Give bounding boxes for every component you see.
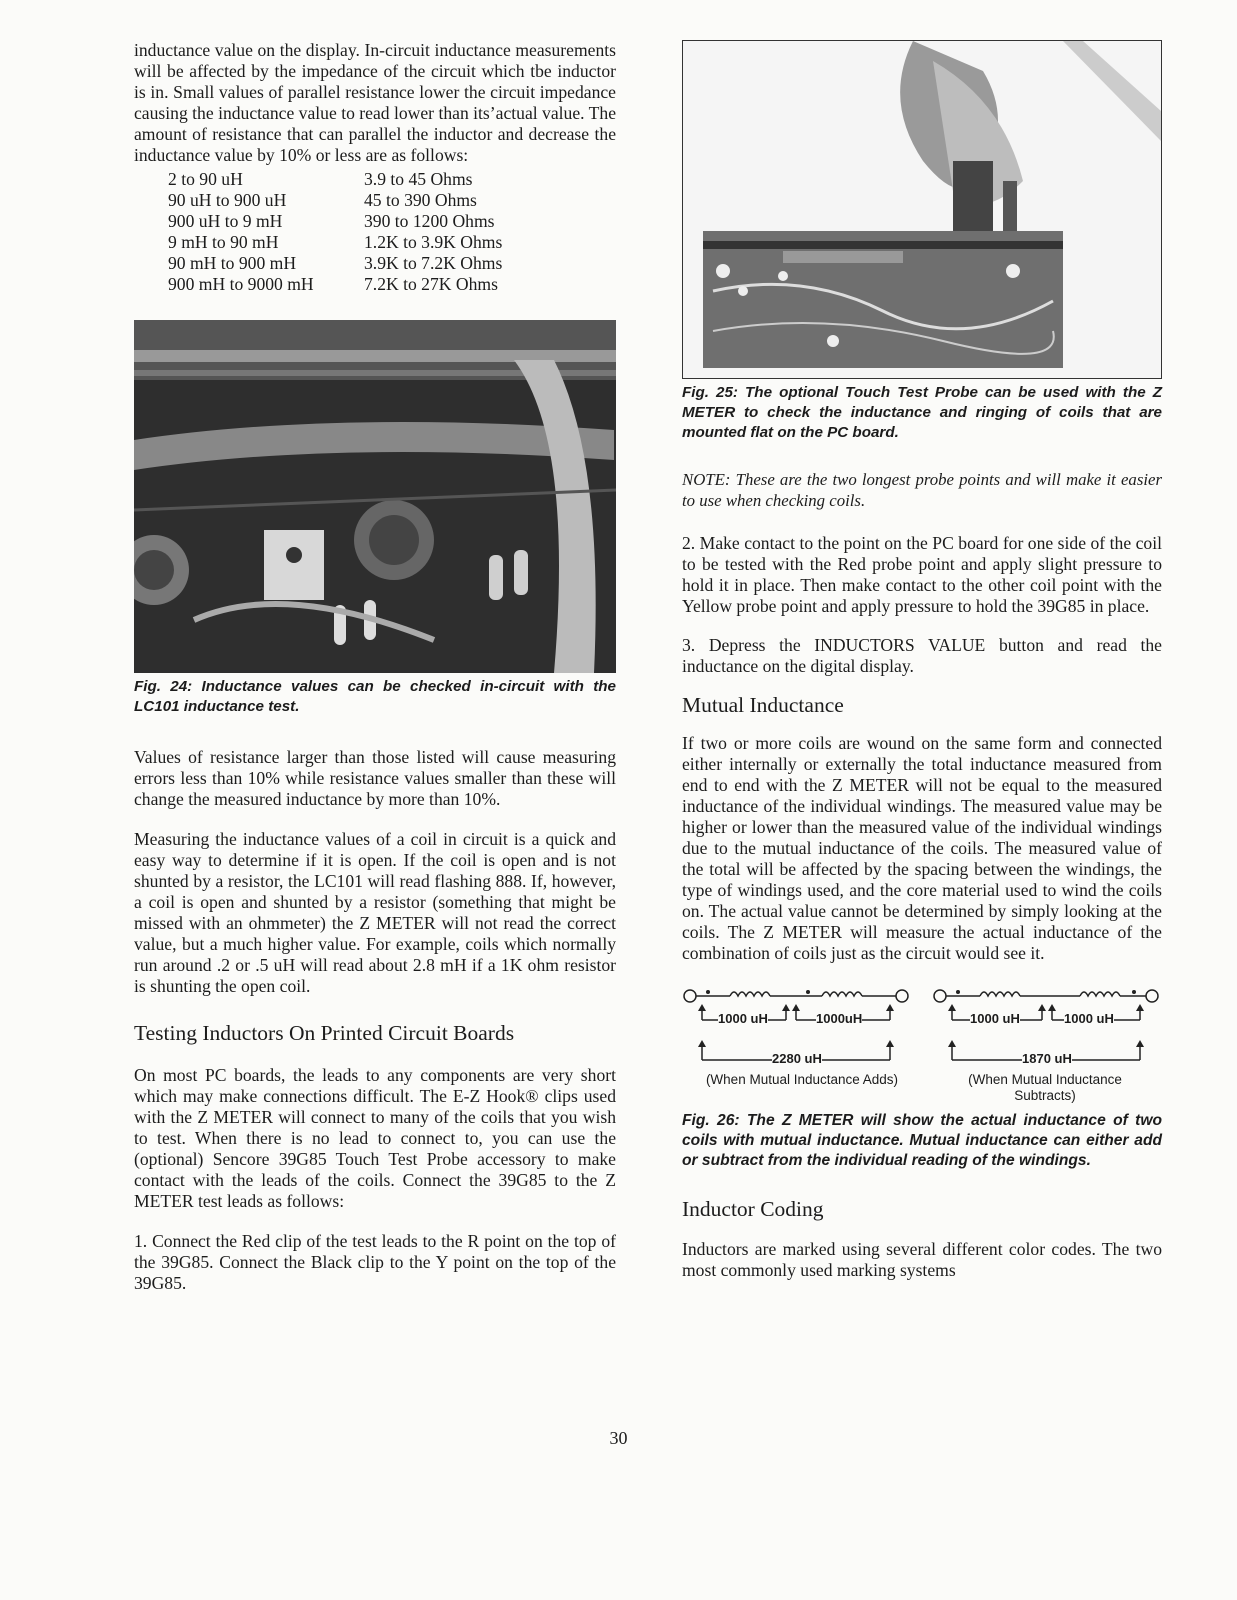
table-row	[168, 211, 502, 232]
left-coil2-label: 1000uH	[816, 1011, 863, 1026]
right-total-label: 1870 uH	[1022, 1051, 1072, 1066]
left-diagram-caption: (When Mutual Inductance Adds)	[705, 1072, 899, 1087]
inductance-range-cell: 900 uH to 9 mH	[168, 211, 283, 231]
heading-mutual: Mutual Inductance	[682, 693, 844, 717]
fig25-caption: Fig. 25: The optional Touch Test Probe can be used with the Z METER to check the inductance and ringing of coils that are mounted flat on the PC board.	[682, 384, 1162, 441]
inductance-range-cell: 900 mH to 9000 mH	[168, 274, 314, 294]
pc-board-paragraph: On most PC boards, the leads to any components are very short which may make connections difficult. The E-Z Hook® clips used with the Z METER will connect to many of the coils that you wish to test. When there is no lead to connect to, you can use the (optional) Sencore 39G85 Touch Test Probe accessory to make contact with the leads of the coils. Connect the 39G85 to the Z METER test leads as follows:	[134, 1065, 616, 1211]
table-row	[168, 232, 502, 253]
inductance-range-cell: 9 mH to 90 mH	[168, 232, 279, 252]
coil-schematic	[682, 984, 1162, 1074]
right-coil1-label: 1000 uH	[970, 1011, 1020, 1026]
table-row	[168, 274, 502, 295]
right-diagram-caption: (When Mutual Inductance Subtracts)	[968, 1072, 1122, 1103]
right-coil2-label: 1000 uH	[1064, 1011, 1114, 1026]
heading-coding: Inductor Coding	[682, 1197, 824, 1221]
open-coil-paragraph: Measuring the inductance values of a coil in circuit is a quick and easy way to determine if it is open. If the coil is open and is not shunted by a resistor, the LC101 will read flashing 888. If, however, a coil is open and shunted by a resistor (something that might be missed with an ohmmeter) the Z METER will not read the correct value, but a much higher value. For example, coils which normally run around .2 or .5 uH will read about 2.8 mH if a 1K ohm resistor is shunting the open coil.	[134, 829, 616, 996]
fig26-caption: Fig. 26: The Z METER will show the actual inductance of two coils with mutual inductance. Mutual inductance can either add or subtract from the individual reading of the windings.	[682, 1112, 1162, 1169]
table-row	[168, 253, 502, 274]
step-1: 1. Connect the Red clip of the test leads to the R point on the top of the 39G85. Connect the Black clip to the Y point on the top of the 39G85.	[134, 1231, 616, 1293]
left-coil1-label: 1000 uH	[718, 1011, 768, 1026]
heading-testing: Testing Inductors On Printed Circuit Boards	[134, 1021, 515, 1045]
resistance-cell: 7.2K to 27K Ohms	[364, 274, 498, 294]
fig24-caption: Fig. 24: Inductance values can be checked in-circuit with the LC101 inductance test.	[134, 678, 616, 715]
inductance-range-cell: 90 mH to 900 mH	[168, 253, 297, 273]
step-2: 2. Make contact to the point on the PC board for one side of the coil to be tested with the Red probe point and apply slight pressure to hold it in place. Then make contact to the other coil point with the Yellow probe point and apply pressure to hold the 39G85 in place.	[682, 533, 1162, 616]
fig25-photo	[682, 40, 1162, 379]
resistance-cell: 390 to 1200 Ohms	[364, 211, 495, 231]
mutual-paragraph: If two or more coils are wound on the same form and connected either internally or externally the total inductance measured from end to end with the Z METER will not be equal to the measured inductance of the individual windings. The measured value may be higher or lower than the measured value of the individual windings due to the mutual inductance of the coils. The measured value of the total will be affected by the spacing between the windings, the type of windings used, and the core material used to wind the coils on. The actual value cannot be determined by simply looking at the coils. The Z METER will measure the actual inductance of the combination of coils just as the circuit would see it.	[682, 733, 1162, 963]
resistance-cell: 45 to 390 Ohms	[364, 190, 477, 210]
inductance-range-cell: 2 to 90 uH	[168, 169, 243, 189]
resistance-cell: 3.9K to 7.2K Ohms	[364, 253, 503, 273]
step-3: 3. Depress the INDUCTORS VALUE button and read the inductance on the digital display.	[682, 635, 1162, 676]
mutual-inductance-diagram	[682, 984, 1162, 1109]
resistance-cell: 3.9 to 45 Ohms	[364, 169, 473, 189]
page-number: 30	[609, 1428, 628, 1448]
left-total-label: 2280 uH	[772, 1051, 822, 1066]
table-row	[168, 190, 502, 211]
left-column	[134, 40, 616, 1294]
right-column	[682, 40, 1162, 1281]
coding-paragraph: Inductors are marked using several different color codes. The two most commonly used marking systems	[682, 1239, 1162, 1280]
table-row	[168, 169, 502, 190]
inductance-range-cell: 90 uH to 900 uH	[168, 190, 287, 210]
fig24-photo	[134, 320, 616, 673]
intro-paragraph: inductance value on the display. In-circuit inductance measurements will be affected by the impedance of the circuit which tbe inductor is in. Small values of parallel resistance lower the circuit impedance causing the inductance value to read lower than its’actual value. The amount of resistance that can parallel the inductor and decrease the inductance value by 10% or less are as follows:	[134, 40, 616, 165]
resistance-cell: 1.2K to 3.9K Ohms	[364, 232, 503, 252]
touch-probe-photo-image	[683, 41, 1161, 378]
errors-paragraph: Values of resistance larger than those listed will cause measuring errors less than 10% while resistance values smaller than these will change the measured inductance by more than 10%.	[134, 747, 616, 809]
resistance-table	[168, 169, 502, 295]
circuit-board-photo-image	[134, 320, 616, 673]
note-paragraph: NOTE: These are the two longest probe points and will make it easier to use when checking coils.	[682, 470, 1162, 510]
